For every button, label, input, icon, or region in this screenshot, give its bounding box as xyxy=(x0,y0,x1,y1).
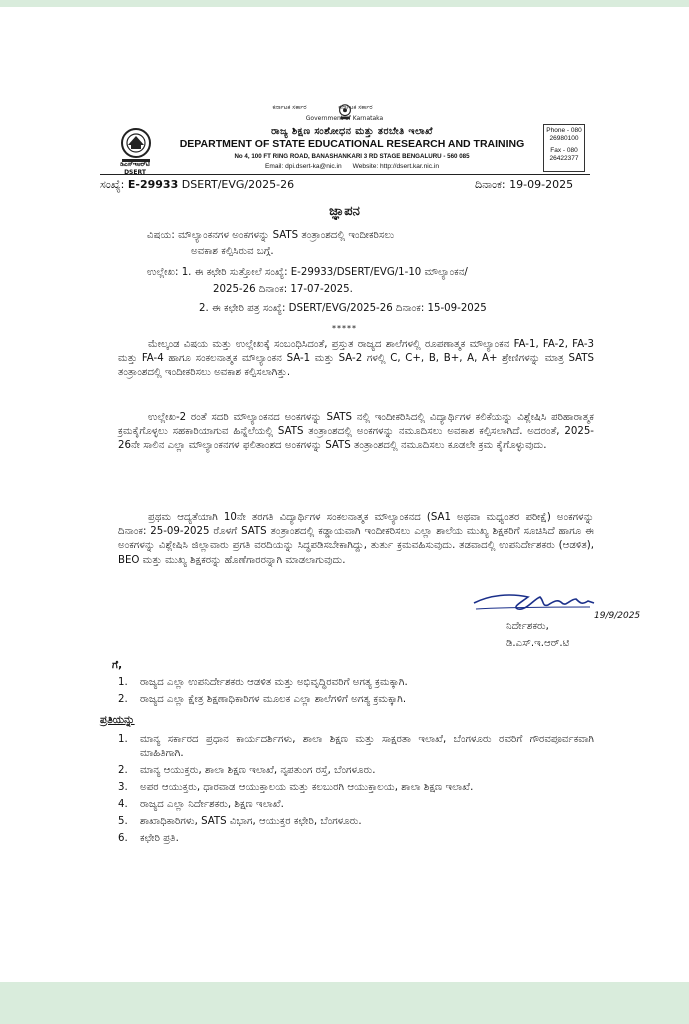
top-band xyxy=(0,0,689,7)
list-item: 1. ರಾಜ್ಯದ ಎಲ್ಲಾ ಉಪನಿರ್ದೇಶಕರು ಆಡಳಿತ ಮತ್ತು ಅಭಿವೃದ್ಧಿರವರಿಗೆ ಅಗತ್ಯ ಕ್ರಮಕ್ಕಾಗಿ. xyxy=(118,677,408,688)
to-list xyxy=(118,676,594,710)
contact-line xyxy=(162,163,542,170)
list-item: 6. ಕಛೇರಿ ಪ್ರತಿ. xyxy=(118,833,179,844)
signatory-designation: ನಿರ್ದೇಶಕರು, xyxy=(506,621,549,632)
logo-label-en: DSERT xyxy=(124,169,146,176)
letterhead xyxy=(162,126,542,170)
list-item: 5. ಶಾಖಾಧಿಕಾರಿಗಳು, SATS ವಿಭಾಗ, ಆಯುಕ್ತರ ಕಛೇರಿ, ಬೆಂಗಳೂರು. xyxy=(118,816,362,827)
list-item: 3. ಅಪರ ಆಯುಕ್ತರು, ಧಾರವಾಡ ಆಯುಕ್ತಾಲಯ ಮತ್ತು ಕಲಬುರಗಿ ಆಯುಕ್ತಾಲಯ, ಶಾಲಾ ಶಿಕ್ಷಣ ಇಲಾಖೆ. xyxy=(118,782,474,793)
department-name-kannada: ರಾಜ್ಯ ಶಿಕ್ಷಣ ಸಂಶೋಧನ ಮತ್ತು ತರಬೇತಿ ಇಲಾಖೆ xyxy=(271,126,433,137)
reference-date: ದಿನಾಂಕ: 19-09-2025 xyxy=(475,178,574,191)
bottom-band xyxy=(0,982,689,1024)
phone-number: 26980100 xyxy=(549,135,579,142)
header-rule xyxy=(100,174,590,175)
government-label: ಕರ್ನಾಟಕ ಸರ್ಕಾರ ಕರ್ನಾಟಕ ಸರ್ಕಾರ xyxy=(272,104,373,111)
list-item: 2. ರಾಜ್ಯದ ಎಲ್ಲಾ ಕ್ಷೇತ್ರ ಶಿಕ್ಷಣಾಧಿಕಾರಿಗಳ ಮೂಲಕ ಎಲ್ಲಾ ಶಾಲೆಗಳಿಗೆ ಅಗತ್ಯ ಕ್ರಮಕ್ಕಾಗಿ. xyxy=(118,694,407,705)
list-item: 2. ಮಾನ್ಯ ಆಯುಕ್ತರು, ಶಾಲಾ ಶಿಕ್ಷಣ ಇಲಾಖೆ, ನೃಪತುಂಗ ರಸ್ತೆ, ಬೆಂಗಳೂರು. xyxy=(118,765,376,776)
department-address: No 4, 100 FT RING ROAD, BANASHANKARI 3 RD STAGE BENGALURU - 560 085 xyxy=(234,153,470,160)
subject-line-1: ವಿಷಯ: ಮೌಲ್ಯಾಂಕನಗಳ ಅಂಕಗಳನ್ನು SATS ತಂತ್ರಾಂಶದಲ್ಲಿ ಇಂದೀಕರಿಸಲು xyxy=(147,230,395,241)
subject-line-2: ಅವಕಾಶ ಕಲ್ಪಿಸಿರುವ ಬಗ್ಗೆ. xyxy=(191,246,274,257)
reference-1-cont: 2025-26 ದಿನಾಂಕ: 17-07-2025. xyxy=(213,284,353,295)
signature-date: 19/9/2025 xyxy=(594,611,641,621)
paragraph-3: ಪ್ರಥಮ ಆದ್ಯತೆಯಾಗಿ 10ನೇ ತರಗತಿ ವಿದ್ಯಾರ್ಥಿಗಳ ಸಂಕಲನಾತ್ಮಕ ಮೌಲ್ಯಾಂಕನದ (SA1 ಅಥವಾ ಮಧ್ಯಂತರ ಪರೀಕ್ಷೆ) ಅಂಕಗಳನ್ನು ದಿನಾಂಕ: 25-09-2025 ರೊಳಗೆ SATS ತಂತ್ರಾಂಶದಲ್ಲಿ ಕಡ್ಡಾಯವಾಗಿ ಇಂದೀಕರಿಸಲು ಎಲ್ಲಾ ಶಾಲೆಯ ಮುಖ್ಯ ಶಿಕ್ಷಕರಿಗೆ ಸೂಚಿಸಿದೆ ಹಾಗೂ ಈ ಅಂಕಗಳನ್ನು ವಿಶ್ಲೇಷಿಸಿ ಜಿಲ್ಲಾವಾರು ಪ್ರಗತಿ ವರದಿಯನ್ನು ಸಿದ್ಧಪಡಿಸಬೇಕಾಗಿದ್ದು, ತುರ್ತು ಕ್ರಮವಹಿಸುವುದು. ತಡವಾದಲ್ಲಿ ಉಪನಿರ್ದೇಶಕರು (ಆಡಳಿತ), BEO ಮತ್ತು ಮುಖ್ಯ ಶಿಕ್ಷಕರನ್ನು ಹೊಣೆಗಾರರನ್ನಾಗಿ ಮಾಡಲಾಗುವುದು. xyxy=(118,512,594,566)
logo-label: ಡಿಎಸ್‌ಇಆರ್‌ಟಿ xyxy=(120,161,150,168)
separator-stars: ***** xyxy=(332,324,357,333)
to-label: ಗೆ, xyxy=(112,659,123,671)
phone-label: Phone - 080 xyxy=(546,127,582,134)
phone-box xyxy=(543,124,585,172)
copy-label: ಪ್ರತಿಯನ್ನು xyxy=(100,714,135,726)
paragraph-2: ಉಲ್ಲೇಖ-2 ರಂತೆ ಸದರಿ ಮೌಲ್ಯಾಂಕನದ ಅಂಕಗಳನ್ನು SATS ನಲ್ಲಿ ಇಂದೀಕರಿಸಿದಲ್ಲಿ ವಿದ್ಯಾರ್ಥಿಗಳ ಕಲಿಕೆಯನ್ನು ವಿಶ್ಲೇಷಿಸಿ ಪರಿಹಾರಾತ್ಮಕ ಕ್ರಮಕೈಗೊಳ್ಳಲು ಸಹಕಾರಿಯಾಗುವ ಹಿನ್ನೆಲೆಯಲ್ಲಿ SATS ತಂತ್ರಾಂಶದಲ್ಲಿ ಅಂಕಗಳನ್ನು ನಮೂದಿಸಲು ಅವಕಾಶ ಕಲ್ಪಿಸಲಾಗಿದೆ. ಅದರಂತೆ, 2025-26ನೇ ಸಾಲಿನ ಎಲ್ಲಾ ಮೌಲ್ಯಾಂಕನಗಳ ಫಲಿತಾಂಶದ ಅಂಕಗಳನ್ನು SATS ತಂತ್ರಾಂಶದಲ್ಲಿ ನಮೂದಿಸಲು ಕೂಡಲೇ ಕ್ರಮ ಕೈಗೊಳ್ಳುವುದು. xyxy=(118,412,594,452)
reference-number: ಸಂಖ್ಯೆ: E-29933 DSERT/EVG/2025-26 xyxy=(100,178,295,191)
fax-label: Fax - 080 xyxy=(550,147,578,154)
memo-title: ಜ್ಞಾಪನ xyxy=(329,204,360,219)
list-item: 1. ಮಾನ್ಯ ಸರ್ಕಾರದ ಪ್ರಧಾನ ಕಾರ್ಯದರ್ಶಿಗಳು, ಶಾಲಾ ಶಿಕ್ಷಣ ಮತ್ತು ಸಾಕ್ಷರತಾ ಇಲಾಖೆ, ಬೆಂಗಳೂರು ರವರಿಗೆ ಗೌರವಪೂರ್ವಕವಾಗಿ ಮಾಹಿತಿಗಾಗಿ. xyxy=(118,734,594,759)
signatory-office: ಡಿ.ಎಸ್.ಇ.ಆರ್.ಟಿ xyxy=(506,638,570,649)
reference-2: 2. ಈ ಕಛೇರಿ ಪತ್ರ ಸಂಖ್ಯೆ: DSERT/EVG/2025-26 ದಿನಾಂಕ: 15-09-2025 xyxy=(199,303,487,314)
email-text: Email: dpi.dsert-ka@nic.in xyxy=(264,163,342,170)
fax-number: 26422377 xyxy=(549,155,579,162)
paragraph-1: ಮೇಲ್ಕಂಡ ವಿಷಯ ಮತ್ತು ಉಲ್ಲೇಖಕ್ಕೆ ಸಂಬಂಧಿಸಿದಂತೆ, ಪ್ರಸ್ತುತ ರಾಜ್ಯದ ಶಾಲೆಗಳಲ್ಲಿ ರೂಪಣಾತ್ಮಕ ಮೌಲ್ಯಾಂಕನ FA-1, FA-2, FA-3 ಮತ್ತು FA-4 ಹಾಗೂ ಸಂಕಲನಾತ್ಮಕ ಮೌಲ್ಯಾಂಕನ SA-1 ಮತ್ತು SA-2 ಗಳಲ್ಲಿ C, C+, B, B+, A, A+ ಶ್ರೇಣಿಗಳನ್ನು ಮಾತ್ರ SATS ತಂತ್ರಾಂಶದಲ್ಲಿ ಇಂದೀಕರಿಸಲು ಅವಕಾಶ ಕಲ್ಪಿಸಲಾಗಿತ್ತು. xyxy=(118,339,594,379)
copy-list xyxy=(118,733,594,849)
reference-1: ಉಲ್ಲೇಖ: 1. ಈ ಕಛೇರಿ ಸುತ್ತೋಲೆ ಸಂಖ್ಯೆ: E-29933/DSERT/EVG/1-10 ಮೌಲ್ಯಾಂಕನ/ xyxy=(147,267,468,278)
list-item: 4. ರಾಜ್ಯದ ಎಲ್ಲಾ ನಿರ್ದೇಶಕರು, ಶಿಕ್ಷಣ ಇಲಾಖೆ. xyxy=(118,799,284,810)
department-name-english: DEPARTMENT OF STATE EDUCATIONAL RESEARCH AND TRAINING xyxy=(179,138,525,150)
government-label-en: Government of Karnataka xyxy=(305,115,384,122)
website-text: Website: http://dsert.kar.nic.in xyxy=(352,163,440,170)
